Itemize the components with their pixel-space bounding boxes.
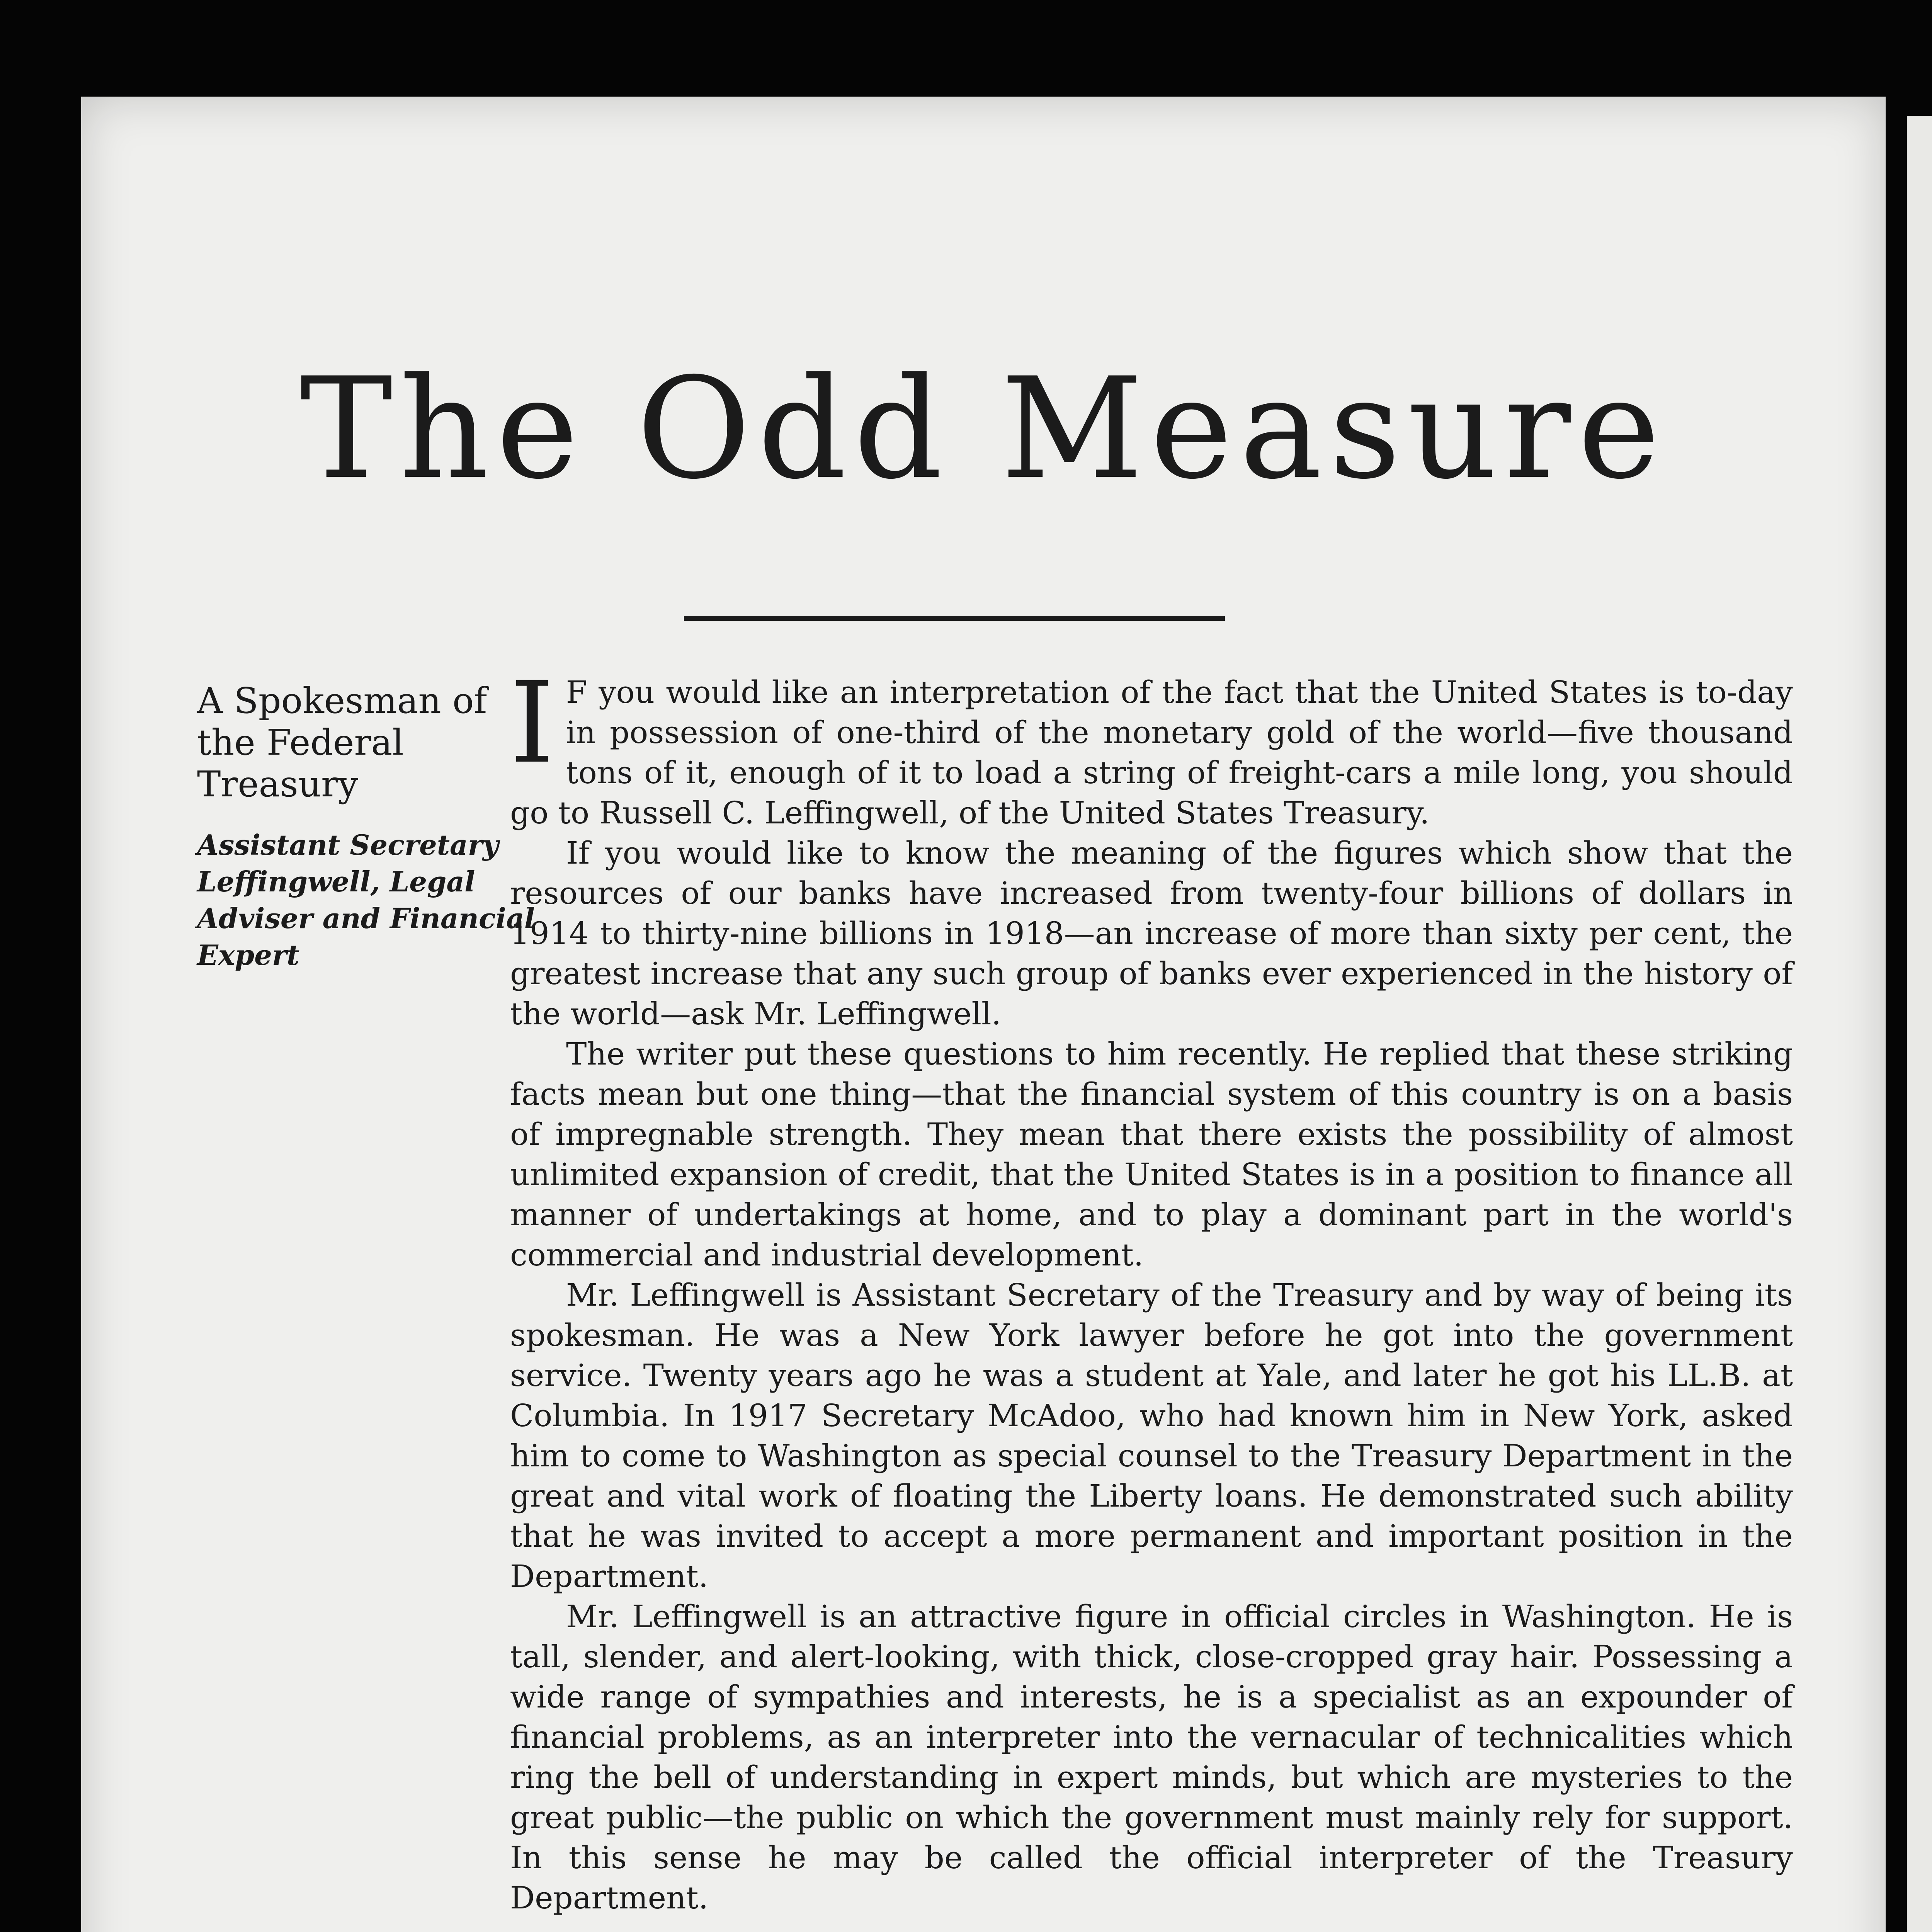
side-heading: A Spokesman of the Federal Treasury: [197, 680, 487, 805]
sidenote-leffingwell: [197, 680, 545, 973]
facing-page-edge: [1907, 116, 1932, 1932]
paragraph: [510, 658, 1793, 833]
paragraph: Mr. Leffingwell is an attractive figure in official circles in Washington. He is tall, slender, and alert-looking, with thick, close-cropped gray hair. Possessing a wide range of sympathies and interests, he is a specialist as an expounder of financial problems, as an interpreter into the vernacular of technicalities which ring the bell of understanding in expert minds, but which are mysteries to the great public—the public on which the government must mainly rely for support. In this sense he may be called the official interpreter of the Treasury Department.: [510, 1599, 1793, 1916]
title-rule: [684, 616, 1225, 621]
article-leffingwell: [510, 658, 1793, 1918]
paragraph: The writer put these questions to him recently. He replied that these striking facts mean but one thing—that the financial system of this country is on a basis of impregnable strength. They mean that there exists the possibility of almost unlimited expansion of credit, that the United States is in a position to finance all manner of undertakings at home, and to play a dominant part in the world's commercial and industrial development.: [510, 1036, 1793, 1273]
magazine-page: [81, 97, 1886, 1932]
drop-cap: I: [510, 658, 554, 788]
paragraph: Mr. Leffingwell is Assistant Secretary of the Treasury and by way of being its spokesman. He was a New York lawyer before he got into the government service. Twenty years ago he was a student at Yale, and later he got his LL.B. at Columbia. In 1917 Secretary McAdoo, who had known him in New York, asked him to come to Washington as special counsel to the Treasury Department in the great and vital work of floating the Liberty loans. He demonstrated such ability that he was invited to accept a more permanent and important position in the Department.: [510, 1277, 1793, 1594]
paragraph-text: F you would like an interpretation of the fact that the United States is to-day in possession of one-third of the monetary gold of the world—five thousand tons of it, enough of it to load a string of freight-cars a mile long, you should go to Russell C. Leffingwell, of the United States Treasury.: [510, 674, 1793, 831]
paragraph: If you would like to know the meaning of the figures which show that the resources of our banks have increased from twenty-four billions of dollars in 1914 to thirty-nine billions in 1918—an increase of more than sixty per cent, the greatest increase that any such group of banks ever experienced in the history of the world—ask Mr. Leffingwell.: [510, 835, 1793, 1032]
side-subheading: Assistant Secretary Leffingwell, Legal Adviser and Financial Expert: [197, 828, 535, 971]
page-title: The Odd Measure: [300, 348, 1667, 510]
